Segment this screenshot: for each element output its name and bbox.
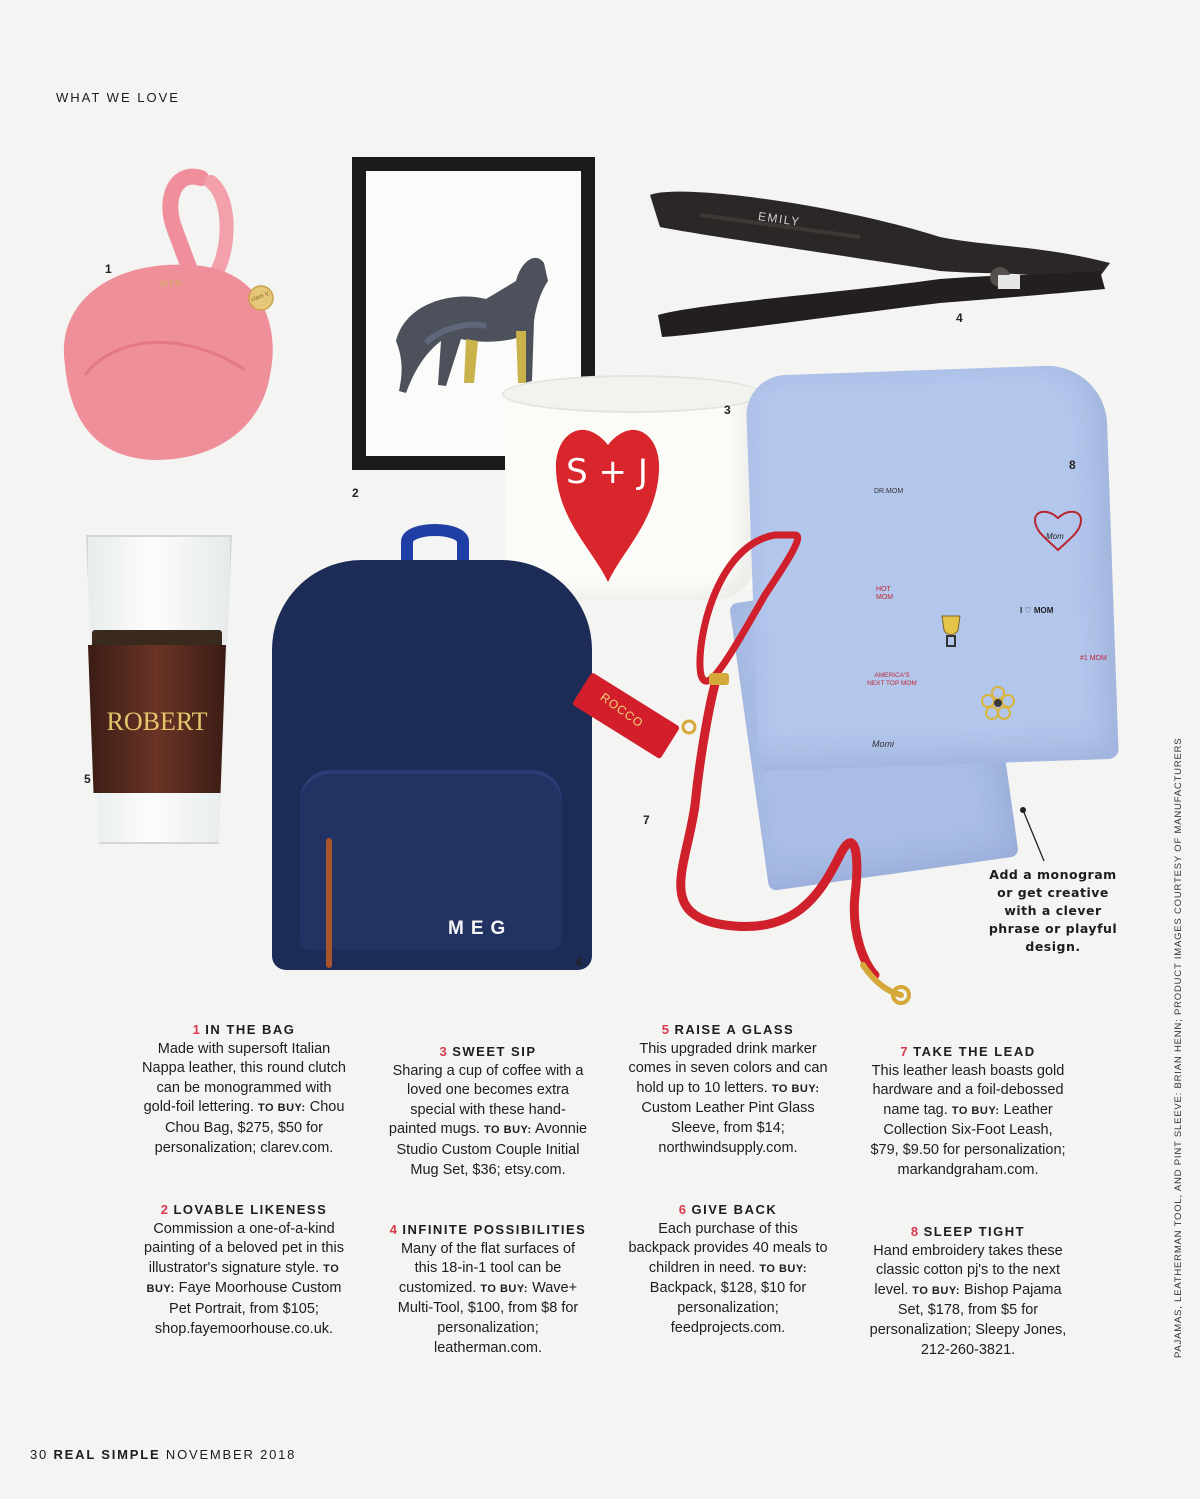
entry-1-title: IN THE BAG <box>205 1022 296 1037</box>
callout-number-6: 6 <box>576 955 583 969</box>
tip-caption: Add a monogram or get creative with a clever phrase or playful design. <box>988 867 1118 954</box>
entry-6-buy-info: Backpack, $128, $10 for personalization; feedprojects.com. <box>649 1280 807 1336</box>
leash-illustration <box>615 525 945 1015</box>
heart-tattoo-icon <box>1033 508 1083 553</box>
entry-6-number: 6 <box>678 1202 688 1217</box>
callout-number-7: 7 <box>643 813 650 827</box>
callout-number-5: 5 <box>84 772 91 786</box>
callout-number-4: 4 <box>956 311 963 325</box>
entry-5-to-buy-label: TO BUY: <box>771 1082 820 1095</box>
mug-initials: S + J <box>566 452 648 492</box>
entry-4-number: 4 <box>389 1222 399 1237</box>
entry-4-body: Many of the flat surfaces of this 18-in-1 tool can be customized. <box>398 1240 576 1296</box>
flower-patch-icon <box>981 686 1015 720</box>
pajama-patch-hot-mom: HOT MOM <box>876 586 894 601</box>
entry-2-body: Commission a one-of-a-kind painting of a beloved pet in this illustrator's signature style. <box>144 1220 344 1276</box>
entry-7-to-buy-label: TO BUY: <box>951 1104 1000 1117</box>
entry-2-buy-info: Faye Moorhouse Custom Pet Portrait, from $105; shop.fayemoorhouse.co.uk. <box>154 1280 342 1337</box>
magazine-name: REAL SIMPLE <box>53 1447 161 1462</box>
entry-4-title: INFINITE POSSIBILITIES <box>402 1222 587 1237</box>
entry-3 <box>388 1042 588 1180</box>
entry-8-number: 8 <box>910 1224 920 1239</box>
page-footer <box>30 1447 296 1462</box>
entry-8-to-buy-label: TO BUY: <box>912 1284 961 1297</box>
issue-date: NOVEMBER 2018 <box>165 1447 297 1462</box>
entry-4-to-buy-label: TO BUY: <box>480 1282 529 1295</box>
entry-8-title: SLEEP TIGHT <box>923 1224 1026 1239</box>
entry-7 <box>868 1042 1068 1180</box>
backpack-pocket <box>300 770 562 950</box>
callout-number-8: 8 <box>1069 458 1076 472</box>
tip-pointer-line <box>1018 805 1048 865</box>
entry-1-number: 1 <box>192 1022 202 1037</box>
callout-number-2: 2 <box>352 486 359 500</box>
entry-4 <box>388 1220 588 1358</box>
entry-3-title: SWEET SIP <box>452 1044 537 1059</box>
photo-credit: PAJAMAS, LEATHERMAN TOOL, AND PINT SLEEVE: BRIAN HENN; PRODUCT IMAGES COURTESY OF MANUFACTURERS <box>1173 737 1184 1358</box>
entry-6 <box>628 1200 828 1338</box>
sleeve-monogram: ROBERT <box>106 707 208 736</box>
bag-charm-text: clare V. <box>250 290 272 304</box>
entry-6-to-buy-label: TO BUY: <box>759 1262 808 1275</box>
entry-5-body: This upgraded drink marker comes in seven colors and can hold up to 10 letters. <box>628 1040 828 1096</box>
callout-number-1: 1 <box>105 262 112 276</box>
entry-1-to-buy-label: TO BUY: <box>258 1102 306 1115</box>
mug-rim <box>502 375 762 413</box>
entry-3-buy-info: Avonnie Studio Custom Couple Initial Mug Set, $36; etsy.com. <box>396 1121 588 1178</box>
entry-1 <box>140 1020 348 1158</box>
leash-tag-text: ROCCO <box>597 690 647 731</box>
multi-tool-illustration <box>640 175 1120 350</box>
entry-5-buy-info: Custom Leather Pint Glass Sleeve, from $14; northwindsupply.com. <box>641 1100 815 1156</box>
pajama-patch-momi: Momi <box>872 739 894 749</box>
entry-6-body: Each purchase of this backpack provides 40 meals to children in need. <box>628 1220 828 1276</box>
entry-2 <box>140 1200 348 1339</box>
callout-number-3: 3 <box>724 403 731 417</box>
entry-6-title: GIVE BACK <box>691 1202 778 1217</box>
bag-monogram: MTR <box>160 279 183 289</box>
entry-8-body: Hand embroidery takes these classic cotton pj's to the next level. <box>873 1242 1063 1298</box>
entry-1-body: Made with supersoft Italian Nappa leather, this round clutch can be monogrammed with gold-foil lettering. <box>142 1040 346 1116</box>
page-number: 30 <box>30 1447 49 1462</box>
entry-5-number: 5 <box>661 1022 671 1037</box>
entry-3-body: Sharing a cup of coffee with a loved one becomes extra special with these hand-painted mugs. <box>388 1062 584 1138</box>
entry-7-title: TAKE THE LEAD <box>913 1044 1036 1059</box>
entry-3-number: 3 <box>439 1044 449 1059</box>
backpack-monogram: MEG <box>448 918 513 939</box>
pajama-patch-dr-mom: DR.MOM <box>874 488 904 495</box>
entry-7-number: 7 <box>900 1044 910 1059</box>
entry-8 <box>868 1222 1068 1360</box>
pajama-patch-i-heart-mom: I ♡ MOM <box>1020 606 1054 615</box>
entry-5 <box>628 1020 828 1158</box>
entry-7-buy-info: Leather Collection Six-Foot Leash, $79, $9.50 for personalization; markandgraham.com. <box>870 1101 1066 1178</box>
entry-2-to-buy-label: TO BUY: <box>146 1262 340 1296</box>
entry-8-buy-info: Bishop Pajama Set, $178, from $5 for personalization; Sleepy Jones, 212-260-3821. <box>869 1281 1067 1358</box>
entry-7-body: This leather leash boasts gold hardware and a foil-debossed name tag. <box>871 1062 1065 1118</box>
pajama-patch-top-mom: AMERICA'S NEXT TOP MOM <box>867 672 917 687</box>
pajama-patch-number-one: #1 MOM <box>1080 655 1107 662</box>
tool-engraving: EMILY <box>757 209 802 229</box>
entry-3-to-buy-label: TO BUY: <box>484 1124 532 1137</box>
zipper-pull <box>326 838 332 968</box>
entry-1-buy-info: Chou Chou Bag, $275, $50 for personalization; clarev.com. <box>154 1099 345 1156</box>
pajama-patch-mom: Mom <box>1046 532 1064 541</box>
section-label: WHAT WE LOVE <box>56 90 180 105</box>
pink-bag-illustration <box>25 160 325 490</box>
entry-2-title: LOVABLE LIKENESS <box>173 1202 328 1217</box>
entry-2-number: 2 <box>160 1202 170 1217</box>
entry-5-title: RAISE A GLASS <box>674 1022 795 1037</box>
entry-4-buy-info: Wave+ Multi-Tool, $100, from $8 for personalization; leatherman.com. <box>397 1279 579 1356</box>
